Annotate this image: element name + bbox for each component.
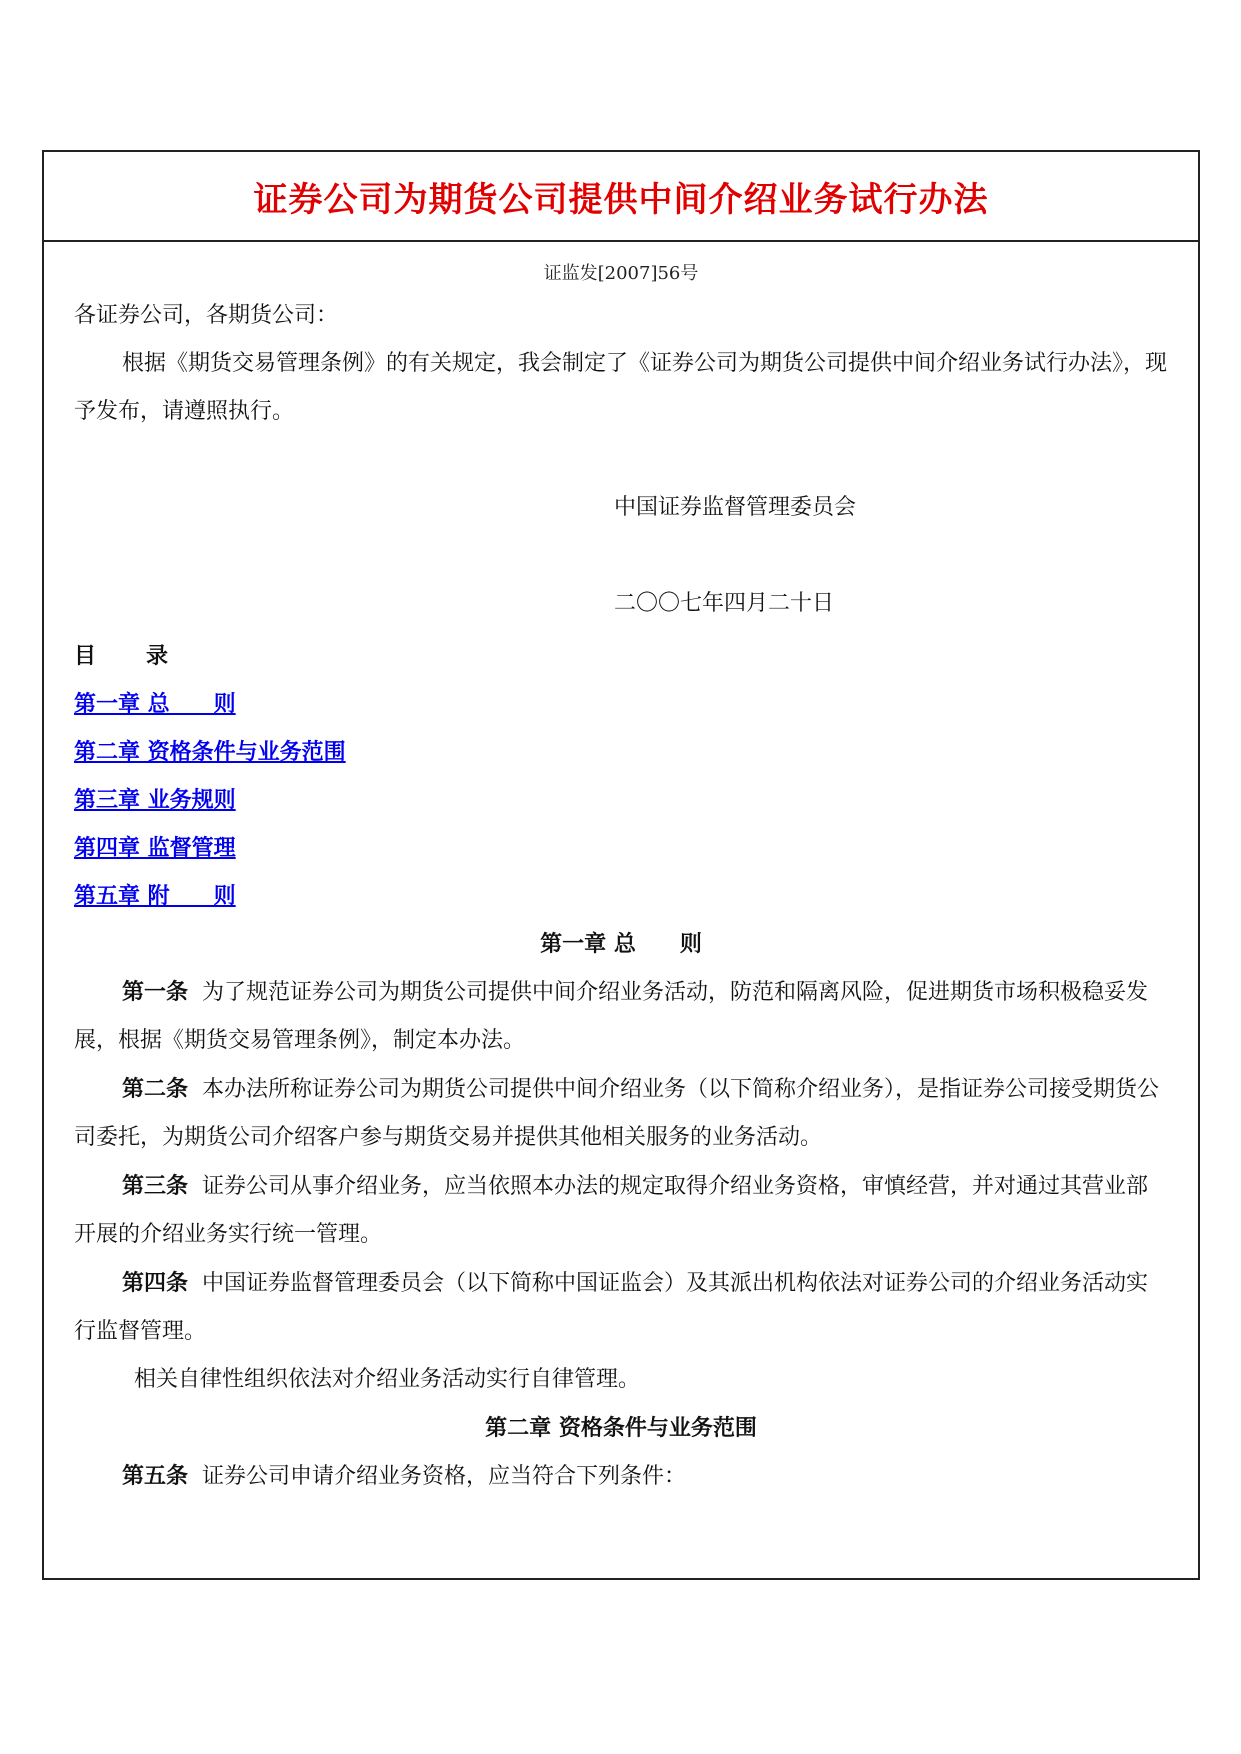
toc-link-chapter-5[interactable]: 第五章 附 则 [74, 883, 236, 909]
article-text: 证券公司从事介绍业务，应当依照本办法的规定取得介绍业务资格，审慎经营，并对通过其营业部开展的介绍业务实行统一管理。 [74, 1174, 1149, 1247]
article [74, 1452, 1168, 1501]
spacer [74, 532, 1168, 580]
article-text: 为了规范证券公司为期货公司提供中间介绍业务活动，防范和隔离风险，促进期货市场积极稳妥发展，根据《期货交易管理条例》，制定本办法。 [74, 980, 1149, 1053]
issue-date: 二〇〇七年四月二十日 [614, 591, 835, 616]
toc-link-chapter-3[interactable]: 第三章 业务规则 [74, 787, 236, 813]
article-text: 证券公司申请介绍业务资格，应当符合下列条件： [202, 1464, 687, 1489]
salutation: 各证券公司，各期货公司： [74, 303, 339, 328]
spacer [74, 436, 1168, 484]
article-label: 第二条 [122, 1076, 189, 1102]
article [74, 1162, 1168, 1259]
article [74, 968, 1168, 1065]
article-note: 相关自律性组织依法对介绍业务活动实行自律管理。 [134, 1367, 641, 1392]
article-label: 第四条 [122, 1270, 189, 1296]
article-text: 本办法所称证券公司为期货公司提供中间介绍业务（以下简称介绍业务），是指证券公司接受期货公司委托，为期货公司介绍客户参与期货交易并提供其他相关服务的业务活动。 [74, 1077, 1160, 1150]
document-body [44, 256, 1198, 1501]
toc-link-chapter-2[interactable]: 第二章 资格条件与业务范围 [74, 739, 346, 765]
toc-link-chapter-1[interactable]: 第一章 总 则 [74, 691, 236, 717]
article-label: 第五条 [122, 1463, 189, 1489]
title-row [44, 152, 1198, 242]
table-of-contents [74, 680, 1168, 920]
article [74, 1065, 1168, 1162]
document-number: 证监发[2007]56号 [543, 263, 699, 284]
toc-title: 目 录 [74, 643, 183, 669]
article [74, 1259, 1168, 1356]
document-frame [42, 150, 1200, 1580]
chapter-heading: 第二章 资格条件与业务范围 [485, 1415, 757, 1441]
article-label: 第一条 [122, 979, 189, 1005]
signature: 中国证券监督管理委员会 [614, 495, 857, 520]
toc-link-chapter-4[interactable]: 第四章 监督管理 [74, 835, 236, 861]
article-label: 第三条 [122, 1173, 189, 1199]
article-text: 中国证券监督管理委员会（以下简称中国证监会）及其派出机构依法对证券公司的介绍业务活动实行监督管理。 [74, 1271, 1149, 1344]
intro-paragraph: 根据《期货交易管理条例》的有关规定，我会制定了《证券公司为期货公司提供中间介绍业务试行办法》，现予发布，请遵照执行。 [74, 351, 1168, 424]
document-title: 证券公司为期货公司提供中间介绍业务试行办法 [253, 179, 989, 220]
chapter-heading: 第一章 总 则 [540, 931, 702, 957]
